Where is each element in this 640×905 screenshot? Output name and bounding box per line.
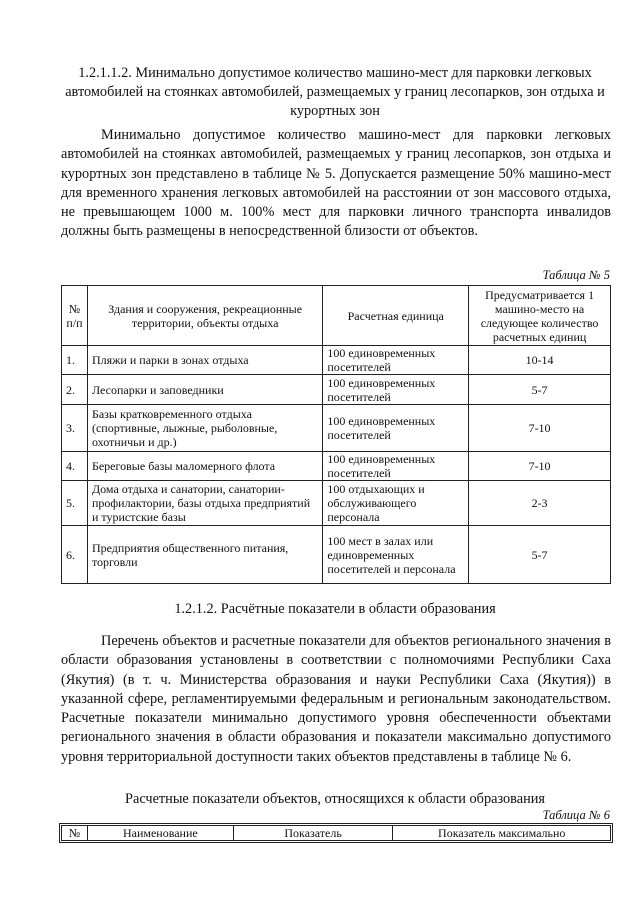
header-name: Наименование — [87, 826, 233, 841]
header-max-indicator: Показатель максимально — [393, 826, 611, 841]
table-row — [62, 526, 611, 584]
table-row — [62, 346, 611, 375]
row-unit: 100 единовременных посетителей — [323, 405, 469, 452]
row-name: Дома отдыха и санатории, санатории-профилактории, базы отдыха предприятий и туристские базы — [87, 481, 322, 526]
row-value: 2-3 — [469, 481, 611, 526]
row-unit: 100 единовременных посетителей — [323, 375, 469, 405]
row-value: 5-7 — [469, 375, 611, 405]
row-number: 1. — [62, 346, 88, 375]
table-row — [62, 481, 611, 526]
table-row — [62, 452, 611, 481]
row-unit: 100 отдыхающих и обслуживающего персонала — [323, 481, 469, 526]
table-row — [62, 375, 611, 405]
row-number: 4. — [62, 452, 88, 481]
header-unit: Расчетная единица — [323, 286, 469, 346]
row-name: Базы кратковременного отдыха (спортивные, лыжные, рыболовные, охотничьи и др.) — [87, 405, 322, 452]
row-unit: 100 единовременных посетителей — [323, 452, 469, 481]
parking-paragraph: Минимально допустимое количество машино-мест для парковки легковых автомобилей на стоянках автомобилей, размещаемых у границ лесопарков, зон отдыха и курортных зон представлено в таблице № 5. Допускается размещение 50% машино-мест для временного хранения легковых автомобилей на расстоянии от зон массового отдыха, не превышающем 1000 м. 100% мест для парковки личного транспорта инвалидов должны быть размещены в непосредственной близости от объектов. — [61, 127, 611, 240]
table-5-caption: Таблица № 5 — [542, 268, 610, 282]
header-number: № — [62, 826, 88, 841]
parking-table — [61, 285, 611, 584]
row-name: Пляжи и парки в зонах отдыха — [87, 346, 322, 375]
education-table — [61, 825, 611, 841]
education-paragraph: Перечень объектов и расчетные показатели для объектов регионального значения в области образования установлены в соответствии с полномочиями Республики Саха (Якутия) (в т. ч. Министерства образования и науки Республики Саха (Якутия)) в указанной сфере, регламентируемыми федеральным и региональным законодательством. Расчетные показатели минимально допустимого уровня обеспеченности объектами регионального значения в области образования и показатели максимально допустимого уровня территориальной доступности таких объектов представлены в таблице № 6. — [61, 633, 611, 765]
row-unit: 100 единовременных посетителей — [323, 346, 469, 375]
section-heading-parking: 1.2.1.1.2. Минимально допустимое количество машино-мест для парковки легковых автомобилей на стоянках автомобилей, размещаемых у границ лесопарков, зон отдыха и курортных зон — [65, 65, 605, 119]
row-name: Предприятия общественного питания, торговли — [87, 526, 322, 584]
row-name: Лесопарки и заповедники — [87, 375, 322, 405]
table-header-row — [62, 826, 611, 841]
row-value: 7-10 — [469, 405, 611, 452]
row-number: 3. — [62, 405, 88, 452]
row-unit: 100 мест в залах или единовременных посетителей и персонала — [323, 526, 469, 584]
header-indicator: Показатель — [233, 826, 393, 841]
table-6-caption: Таблица № 6 — [542, 808, 610, 822]
row-name: Береговые базы маломерного флота — [87, 452, 322, 481]
table-row — [62, 405, 611, 452]
header-buildings: Здания и сооружения, рекреационные территории, объекты отдыха — [87, 286, 322, 346]
table-6-title: Расчетные показатели объектов, относящихся к области образования — [125, 791, 545, 807]
row-value: 7-10 — [469, 452, 611, 481]
row-number: 6. — [62, 526, 88, 584]
header-parking-ratio: Предусматривается 1 машино-место на следующее количество расчетных единиц — [469, 286, 611, 346]
row-value: 10-14 — [469, 346, 611, 375]
section-heading-education: 1.2.1.2. Расчётные показатели в области образования — [174, 601, 496, 617]
row-number: 5. — [62, 481, 88, 526]
table-header-row — [62, 286, 611, 346]
row-number: 2. — [62, 375, 88, 405]
header-number: № п/п — [62, 286, 88, 346]
row-value: 5-7 — [469, 526, 611, 584]
